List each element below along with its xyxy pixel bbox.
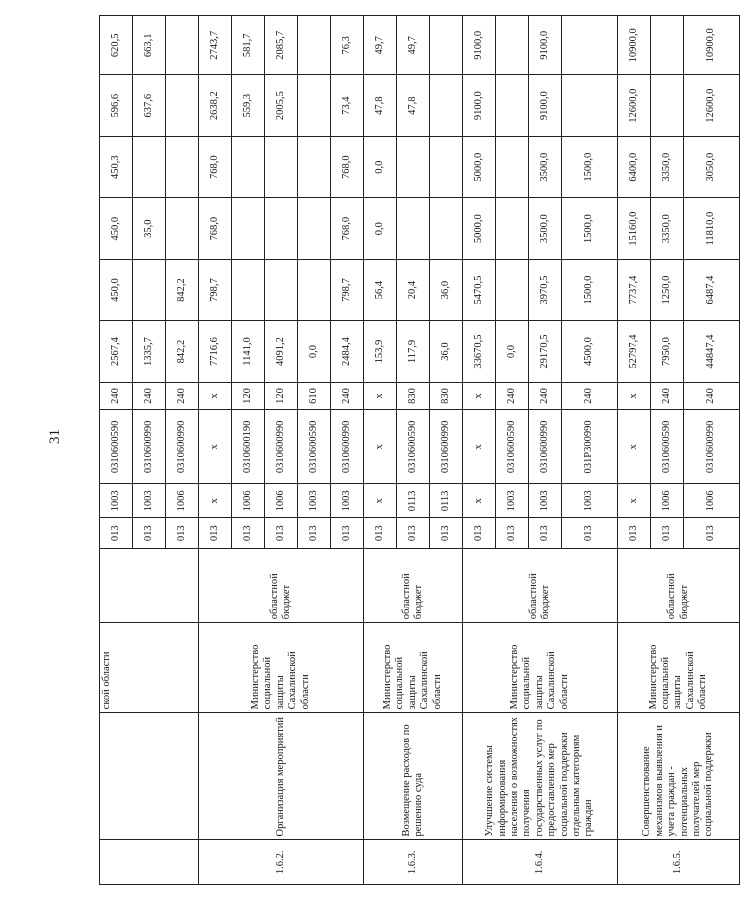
year-value: 9100,0 <box>463 75 496 136</box>
year-value <box>430 16 463 75</box>
year-value <box>133 259 166 320</box>
grbs-code: 013 <box>166 518 199 549</box>
section-code: х <box>463 484 496 518</box>
year-value <box>166 198 199 259</box>
year-value: 3050,0 <box>684 136 740 197</box>
year-value <box>232 136 265 197</box>
year-value: 10900,0 <box>618 16 651 75</box>
target-code: 0310600990 <box>430 410 463 484</box>
year-value <box>298 136 331 197</box>
grbs-code: 013 <box>364 518 397 549</box>
item-number: 1.6.5. <box>618 840 740 885</box>
year-value: 3350,0 <box>651 198 684 259</box>
section-code: 1003 <box>529 484 562 518</box>
year-value <box>166 16 199 75</box>
item-name: Организация мероприятий <box>199 713 364 840</box>
year-value: 768,0 <box>199 198 232 259</box>
item-name: Возмещение расходов по решению суда <box>364 713 463 840</box>
year-value: 9100,0 <box>463 16 496 75</box>
item-name <box>100 713 199 840</box>
total-value: 36,0 <box>430 321 463 382</box>
year-value: 768,0 <box>331 136 364 197</box>
year-value <box>232 259 265 320</box>
year-value: 3500,0 <box>529 136 562 197</box>
table-row <box>199 16 232 885</box>
expense-type: 240 <box>331 382 364 410</box>
year-value: 36,0 <box>430 259 463 320</box>
target-code: 0310600590 <box>298 410 331 484</box>
expense-type: 240 <box>651 382 684 410</box>
year-value: 620,5 <box>100 16 133 75</box>
total-value: 52797,4 <box>618 321 651 382</box>
item-name: Совершенствование механизмов выявления и учета граждан - потенциальных получателей мер социальной поддержки <box>618 713 740 840</box>
total-value: 1141,0 <box>232 321 265 382</box>
target-code: 0310600190 <box>232 410 265 484</box>
year-value: 450,3 <box>100 136 133 197</box>
grbs-code: 013 <box>496 518 529 549</box>
section-code: 1006 <box>651 484 684 518</box>
target-code: х <box>199 410 232 484</box>
grbs-code: 013 <box>232 518 265 549</box>
expense-type: 240 <box>166 382 199 410</box>
year-value: 768,0 <box>199 136 232 197</box>
item-number <box>100 840 199 885</box>
year-value: 559,3 <box>232 75 265 136</box>
year-value: 798,7 <box>199 259 232 320</box>
target-code: 0310600990 <box>684 410 740 484</box>
year-value <box>133 136 166 197</box>
year-value: 5000,0 <box>463 198 496 259</box>
funding-source: областной бюджет <box>364 549 463 623</box>
table-row <box>100 16 133 885</box>
grbs-code: 013 <box>529 518 562 549</box>
year-value <box>496 198 529 259</box>
year-value: 1500,0 <box>562 136 618 197</box>
year-value: 49,7 <box>397 16 430 75</box>
section-code: 1003 <box>100 484 133 518</box>
target-code: 0310600990 <box>166 410 199 484</box>
grbs-code: 013 <box>562 518 618 549</box>
expense-type: х <box>463 382 496 410</box>
grbs-code: 013 <box>463 518 496 549</box>
year-value <box>496 136 529 197</box>
funding-source <box>100 549 199 623</box>
year-value: 3350,0 <box>651 136 684 197</box>
year-value: 9100,0 <box>529 75 562 136</box>
year-value <box>298 259 331 320</box>
year-value: 49,7 <box>364 16 397 75</box>
year-value <box>298 16 331 75</box>
total-value: 2567,4 <box>100 321 133 382</box>
expense-type: х <box>199 382 232 410</box>
expense-type: 240 <box>100 382 133 410</box>
year-value: 7737,4 <box>618 259 651 320</box>
section-code: х <box>199 484 232 518</box>
year-value: 0,0 <box>364 198 397 259</box>
expense-type: 120 <box>265 382 298 410</box>
total-value: 0,0 <box>496 321 529 382</box>
expense-type: 120 <box>232 382 265 410</box>
year-value: 0,0 <box>364 136 397 197</box>
total-value: 33670,5 <box>463 321 496 382</box>
section-code: 1003 <box>298 484 331 518</box>
total-value: 153,9 <box>364 321 397 382</box>
year-value: 5000,0 <box>463 136 496 197</box>
year-value: 73,4 <box>331 75 364 136</box>
year-value: 2638,2 <box>199 75 232 136</box>
year-value <box>397 198 430 259</box>
target-code: х <box>364 410 397 484</box>
section-code: х <box>364 484 397 518</box>
total-value: 44847,4 <box>684 321 740 382</box>
grbs-code: 013 <box>618 518 651 549</box>
year-value: 15160,0 <box>618 198 651 259</box>
total-value: 4091,2 <box>265 321 298 382</box>
year-value <box>430 75 463 136</box>
target-code: 0310600590 <box>100 410 133 484</box>
year-value: 11810,0 <box>684 198 740 259</box>
total-value: 842,2 <box>166 321 199 382</box>
total-value: 7950,0 <box>651 321 684 382</box>
grbs-code: 013 <box>100 518 133 549</box>
year-value <box>232 198 265 259</box>
target-code: 0310600590 <box>397 410 430 484</box>
year-value: 3970,5 <box>529 259 562 320</box>
target-code: 0310600990 <box>529 410 562 484</box>
year-value: 20,4 <box>397 259 430 320</box>
year-value: 6400,0 <box>618 136 651 197</box>
target-code: 031P300990 <box>562 410 618 484</box>
year-value: 2085,7 <box>265 16 298 75</box>
year-value: 6487,4 <box>684 259 740 320</box>
section-code: 1006 <box>265 484 298 518</box>
expense-type: х <box>618 382 651 410</box>
year-value: 47,8 <box>397 75 430 136</box>
year-value: 450,0 <box>100 198 133 259</box>
grbs-code: 013 <box>331 518 364 549</box>
year-value: 56,4 <box>364 259 397 320</box>
expense-type: 240 <box>684 382 740 410</box>
executor: Министерство социальной защиты Сахалинской области <box>618 623 740 713</box>
section-code: 1006 <box>166 484 199 518</box>
table-row <box>364 16 397 885</box>
grbs-code: 013 <box>265 518 298 549</box>
grbs-code: 013 <box>684 518 740 549</box>
page-number: 31 <box>47 429 63 444</box>
table-row <box>618 16 651 885</box>
year-value <box>651 75 684 136</box>
year-value <box>265 259 298 320</box>
year-value <box>397 136 430 197</box>
year-value <box>562 75 618 136</box>
total-value: 2484,4 <box>331 321 364 382</box>
year-value <box>496 75 529 136</box>
item-number: 1.6.2. <box>199 840 364 885</box>
target-code: 0310600590 <box>651 410 684 484</box>
expense-type: 830 <box>430 382 463 410</box>
total-value: 7716,6 <box>199 321 232 382</box>
year-value: 798,7 <box>331 259 364 320</box>
year-value <box>430 198 463 259</box>
total-value: 4500,0 <box>562 321 618 382</box>
grbs-code: 013 <box>298 518 331 549</box>
year-value: 47,8 <box>364 75 397 136</box>
year-value: 1250,0 <box>651 259 684 320</box>
year-value: 663,1 <box>133 16 166 75</box>
executor-fragment: ской области <box>100 623 199 713</box>
year-value <box>166 75 199 136</box>
item-name: Улучшение системы информирования населения о возможностях получения государственных услуг по предоставлению мер социальной поддержки отдельным категориям граждан <box>463 713 618 840</box>
section-code: 0113 <box>430 484 463 518</box>
year-value <box>651 16 684 75</box>
section-code: 1006 <box>684 484 740 518</box>
target-code: х <box>463 410 496 484</box>
expense-type: 240 <box>562 382 618 410</box>
expense-type: 240 <box>496 382 529 410</box>
funding-source: областной бюджет <box>618 549 740 623</box>
year-value <box>496 259 529 320</box>
year-value: 2743,7 <box>199 16 232 75</box>
grbs-code: 013 <box>397 518 430 549</box>
year-value: 637,6 <box>133 75 166 136</box>
item-number: 1.6.3. <box>364 840 463 885</box>
expense-type: х <box>364 382 397 410</box>
year-value <box>265 136 298 197</box>
year-value <box>298 75 331 136</box>
grbs-code: 013 <box>651 518 684 549</box>
year-value <box>166 136 199 197</box>
year-value: 9100,0 <box>529 16 562 75</box>
target-code: 0310600590 <box>496 410 529 484</box>
year-value: 1500,0 <box>562 259 618 320</box>
year-value: 768,0 <box>331 198 364 259</box>
funding-source: областной бюджет <box>463 549 618 623</box>
item-number: 1.6.4. <box>463 840 618 885</box>
total-value: 1335,7 <box>133 321 166 382</box>
year-value: 842,2 <box>166 259 199 320</box>
expense-type: 240 <box>529 382 562 410</box>
section-code: х <box>618 484 651 518</box>
executor: Министерство социальной защиты Сахалинской области <box>199 623 364 713</box>
section-code: 1003 <box>562 484 618 518</box>
year-value: 12600,0 <box>618 75 651 136</box>
executor: Министерство социальной защиты Сахалинской области <box>463 623 618 713</box>
executor: Министерство социальной защиты Сахалинской области <box>364 623 463 713</box>
year-value: 1500,0 <box>562 198 618 259</box>
year-value <box>562 16 618 75</box>
grbs-code: 013 <box>430 518 463 549</box>
year-value <box>430 136 463 197</box>
target-code: х <box>618 410 651 484</box>
year-value: 2005,5 <box>265 75 298 136</box>
target-code: 0310600990 <box>331 410 364 484</box>
year-value <box>496 16 529 75</box>
total-value: 117,9 <box>397 321 430 382</box>
year-value: 596,6 <box>100 75 133 136</box>
rotated-table-container <box>99 15 717 885</box>
section-code: 1003 <box>133 484 166 518</box>
year-value: 76,3 <box>331 16 364 75</box>
year-value: 12600,0 <box>684 75 740 136</box>
expense-type: 610 <box>298 382 331 410</box>
grbs-code: 013 <box>199 518 232 549</box>
target-code: 0310600990 <box>133 410 166 484</box>
year-value: 581,7 <box>232 16 265 75</box>
section-code: 1006 <box>232 484 265 518</box>
year-value: 10900,0 <box>684 16 740 75</box>
year-value <box>298 198 331 259</box>
year-value <box>265 198 298 259</box>
total-value: 0,0 <box>298 321 331 382</box>
year-value: 35,0 <box>133 198 166 259</box>
year-value: 5470,5 <box>463 259 496 320</box>
funding-source: областной бюджет <box>199 549 364 623</box>
year-value: 450,0 <box>100 259 133 320</box>
expense-type: 830 <box>397 382 430 410</box>
section-code: 0113 <box>397 484 430 518</box>
total-value: 29170,5 <box>529 321 562 382</box>
table-row <box>463 16 496 885</box>
section-code: 1003 <box>331 484 364 518</box>
section-code: 1003 <box>496 484 529 518</box>
grbs-code: 013 <box>133 518 166 549</box>
expense-type: 240 <box>133 382 166 410</box>
year-value: 3500,0 <box>529 198 562 259</box>
budget-table <box>99 15 740 885</box>
target-code: 0310600990 <box>265 410 298 484</box>
